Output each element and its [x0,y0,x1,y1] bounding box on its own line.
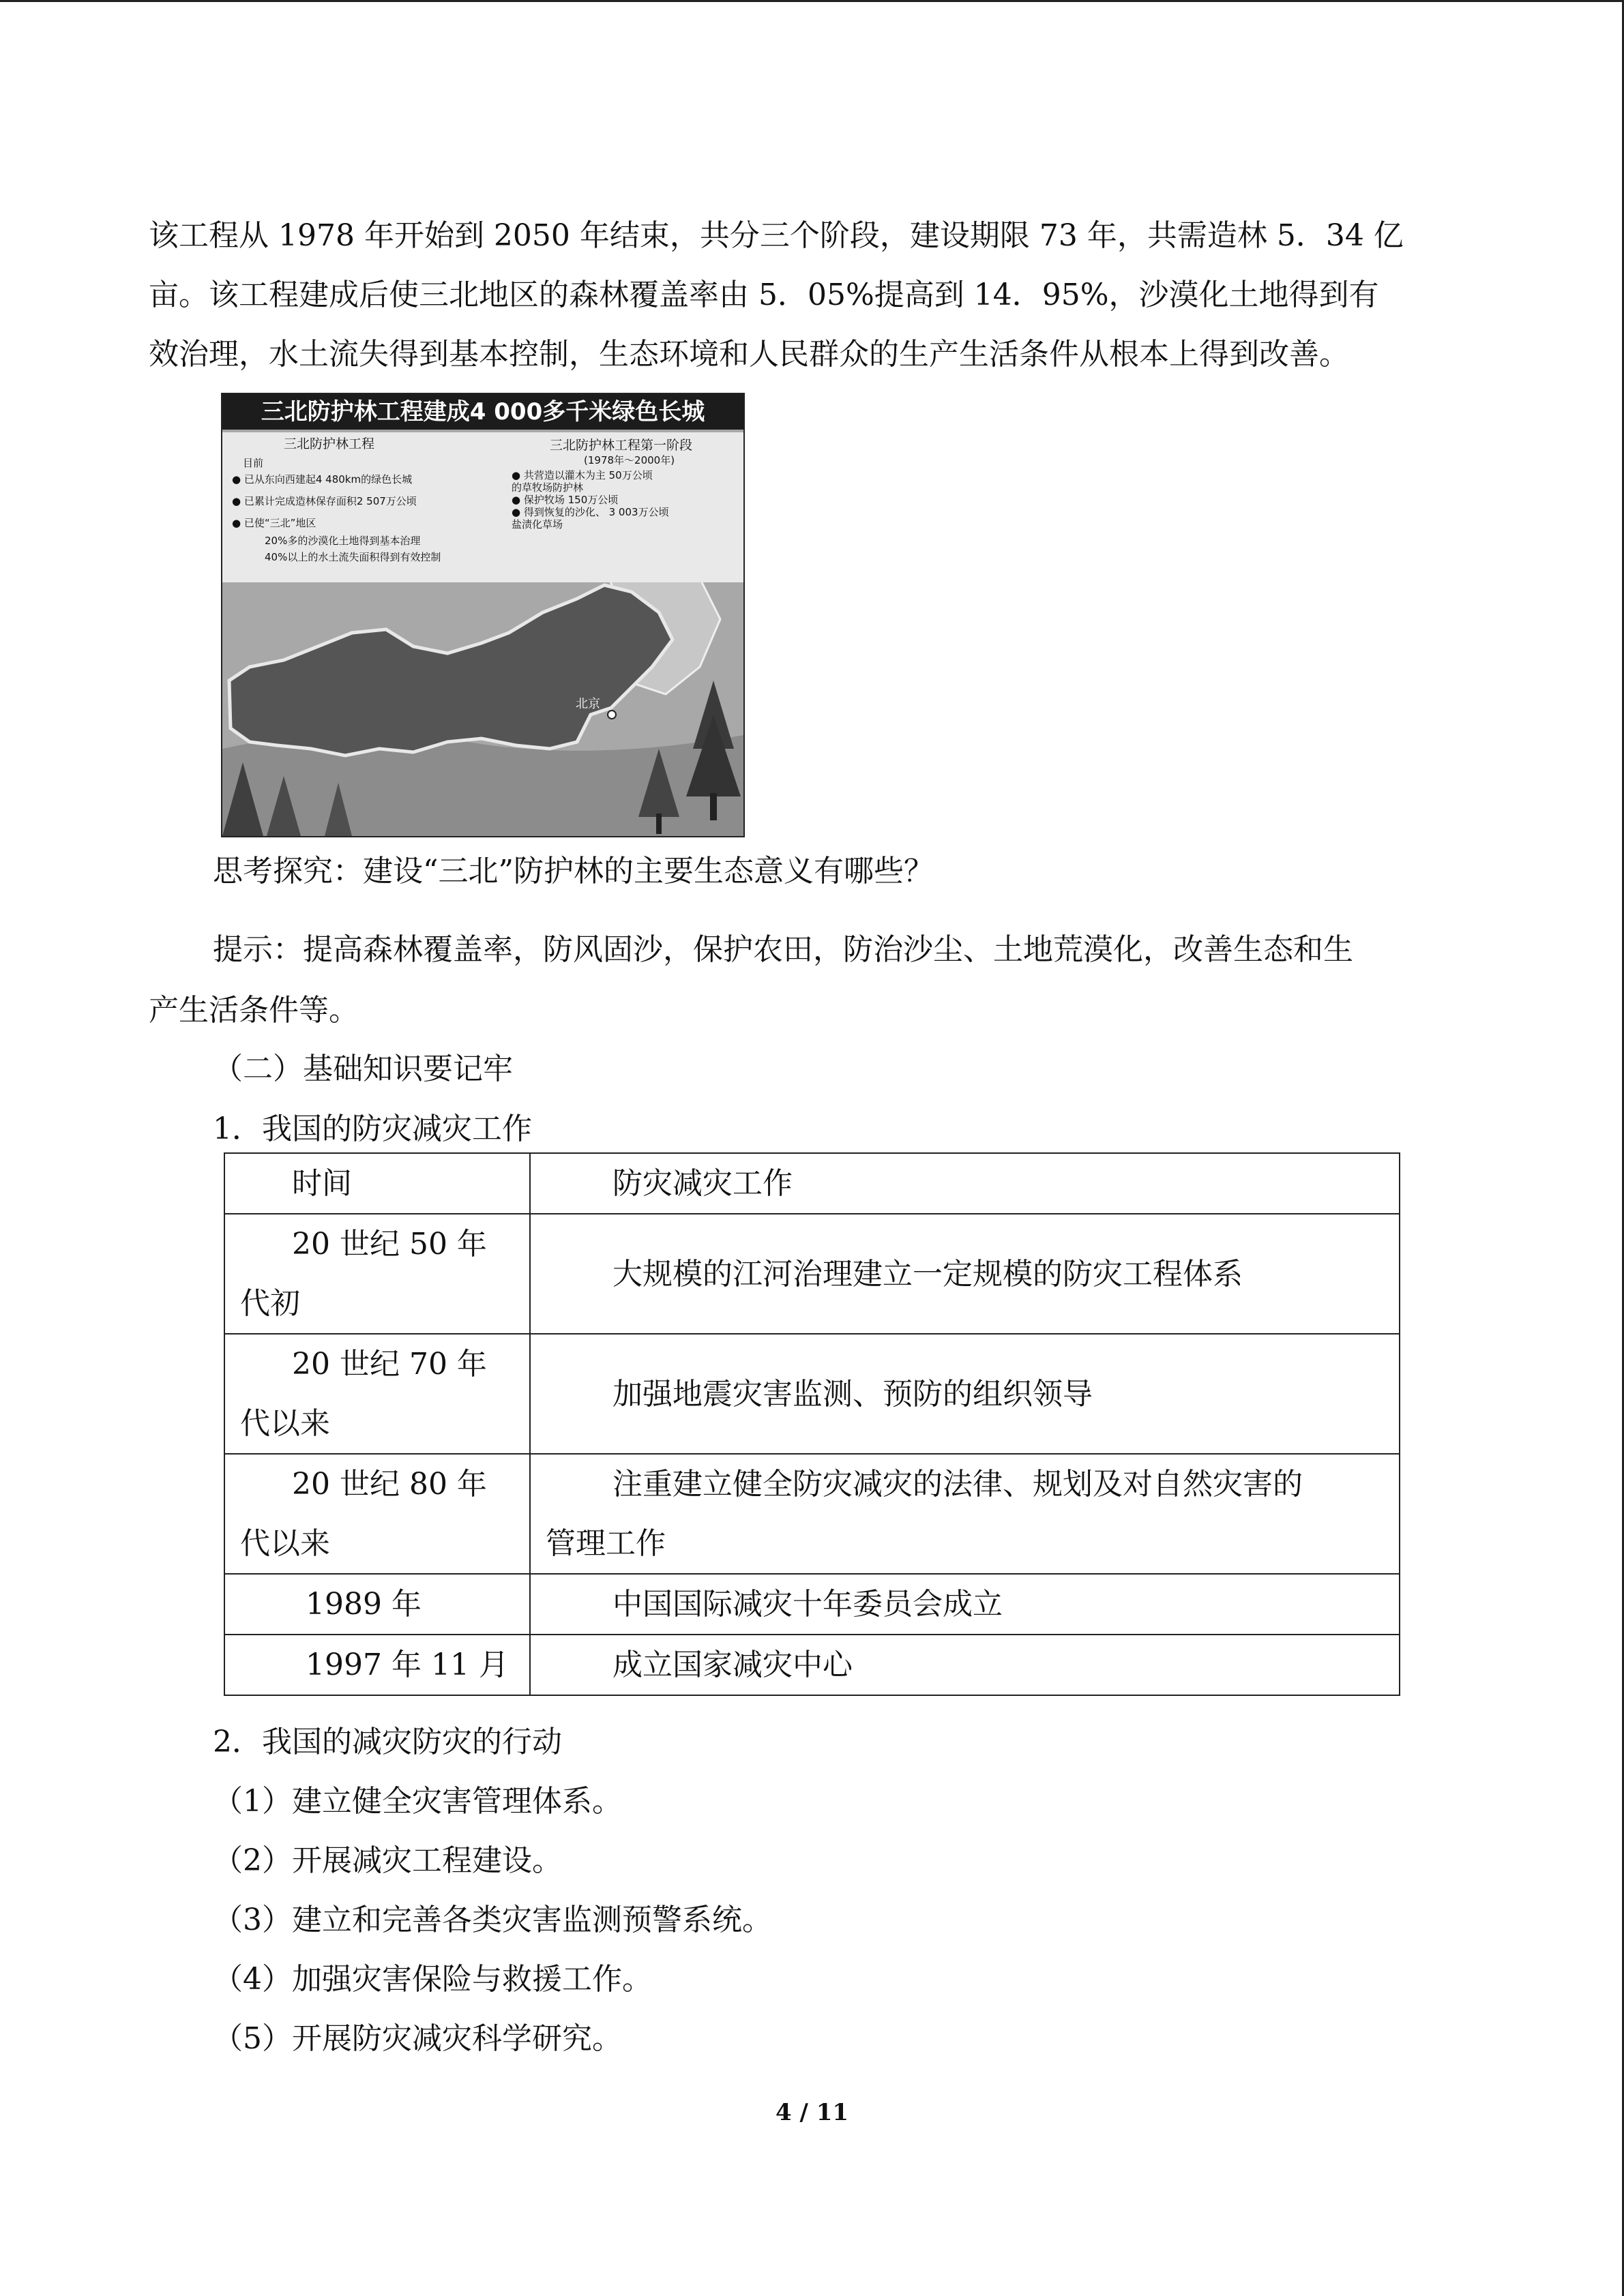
table-work-cell: 注重建立健全防灾减灾的法律、规划及对自然灾害的 管理工作 [530,1454,1400,1574]
intro-paragraph [149,206,1458,384]
figure-left-line: ● 已从东向西建起4 480km的绿色长城 [232,473,413,486]
table-row [224,1454,1400,1574]
figure-left-line: 20%多的沙漠化土地得到基本治理 [265,535,421,547]
table-time-cell: 20 世纪 80 年 代以来 [224,1454,530,1574]
table-row [224,1214,1400,1334]
table-work-cell: 大规模的江河治理建立一定规模的防灾工程体系 [530,1214,1400,1334]
table-row [224,1574,1400,1635]
table-time-cell: 20 世纪 50 年 代初 [224,1214,530,1334]
table-header-row [224,1153,1400,1214]
figure-right-line: ● 共营造以灌木为主 50万公顷 [512,469,653,481]
item1-heading: 1．我国的防灾减灾工作 [213,1112,532,1146]
table-work-cell: 成立国家减灾中心 [530,1635,1400,1695]
beijing-label: 北京 [576,697,600,711]
hint-line-1: 提示：提高森林覆盖率，防风固沙，保护农田，防治沙尘、土地荒漠化，改善生态和生 [213,932,1353,967]
disaster-work-table [224,1152,1400,1696]
hint-line-2: 产生活条件等。 [149,993,359,1028]
table-time-cell: 1989 年 [224,1574,530,1635]
action-item: （5）开展防灾减灾科学研究。 [213,2021,622,2056]
section-heading: （二）基础知识要记牢 [213,1052,513,1086]
figure-left-line: 目前 [243,457,264,469]
figure-right-line: 盐渍化草场 [512,518,563,531]
table-row [224,1334,1400,1454]
intro-line-1: 该工程从 1978 年开始到 2050 年结束，共分三个阶段，建设期限 73 年，共需造林 5．34 亿 [149,218,1404,253]
figure-left-line: ● 已累计完成造林保存面积2 507万公顷 [232,495,417,507]
figure-right-period: (1978年～2000年) [584,454,675,466]
action-item: （3）建立和完善各类灾害监测预警系统。 [213,1903,772,1937]
figure-left-line: 40%以上的水土流失面积得到有效控制 [265,551,441,563]
top-border-line [0,0,1624,2]
table-time-cell: 1997 年 11 月 [224,1635,530,1695]
figure-right-line: ● 得到恢复的沙化、 3 003万公顷 [512,506,669,518]
page-number: 4 / 11 [775,2099,849,2126]
think-question: 思考探究：建设“三北”防护林的主要生态意义有哪些？ [213,854,934,889]
figure-right-heading: 三北防护林工程第一阶段 [550,438,693,453]
intro-line-3: 效治理，水土流失得到基本控制，生态环境和人民群众的生产生活条件从根本上得到改善。 [149,337,1349,372]
item2-heading: 2．我国的减灾防灾的行动 [213,1725,562,1759]
figure-left-heading: 三北防护林工程 [284,436,375,451]
figure-right-line: 的草牧场防护林 [512,481,584,494]
table-row [224,1635,1400,1695]
table-time-cell: 20 世纪 70 年 代以来 [224,1334,530,1454]
intro-line-2: 亩。该工程建成后使三北地区的森林覆盖率由 5．05%提高到 14．95%，沙漠化土地得到有 [149,278,1379,312]
table-header-cell: 防灾减灾工作 [530,1153,1400,1214]
table-work-cell: 中国国际减灾十年委员会成立 [530,1574,1400,1635]
action-item: （4）加强灾害保险与救援工作。 [213,1962,652,1997]
table-work-cell: 加强地震灾害监测、预防的组织领导 [530,1334,1400,1454]
table-header-cell: 时间 [224,1153,530,1214]
figure-title: 三北防护林工程建成4 000多千米绿色长城 [222,394,743,430]
action-item: （2）开展减灾工程建设。 [213,1843,562,1878]
sanbei-forest-figure [221,393,745,837]
figure-left-line: ● 已使“三北”地区 [232,517,316,529]
figure-right-line: ● 保护牧场 150万公顷 [512,494,619,506]
action-item: （1）建立健全灾害管理体系。 [213,1784,622,1819]
